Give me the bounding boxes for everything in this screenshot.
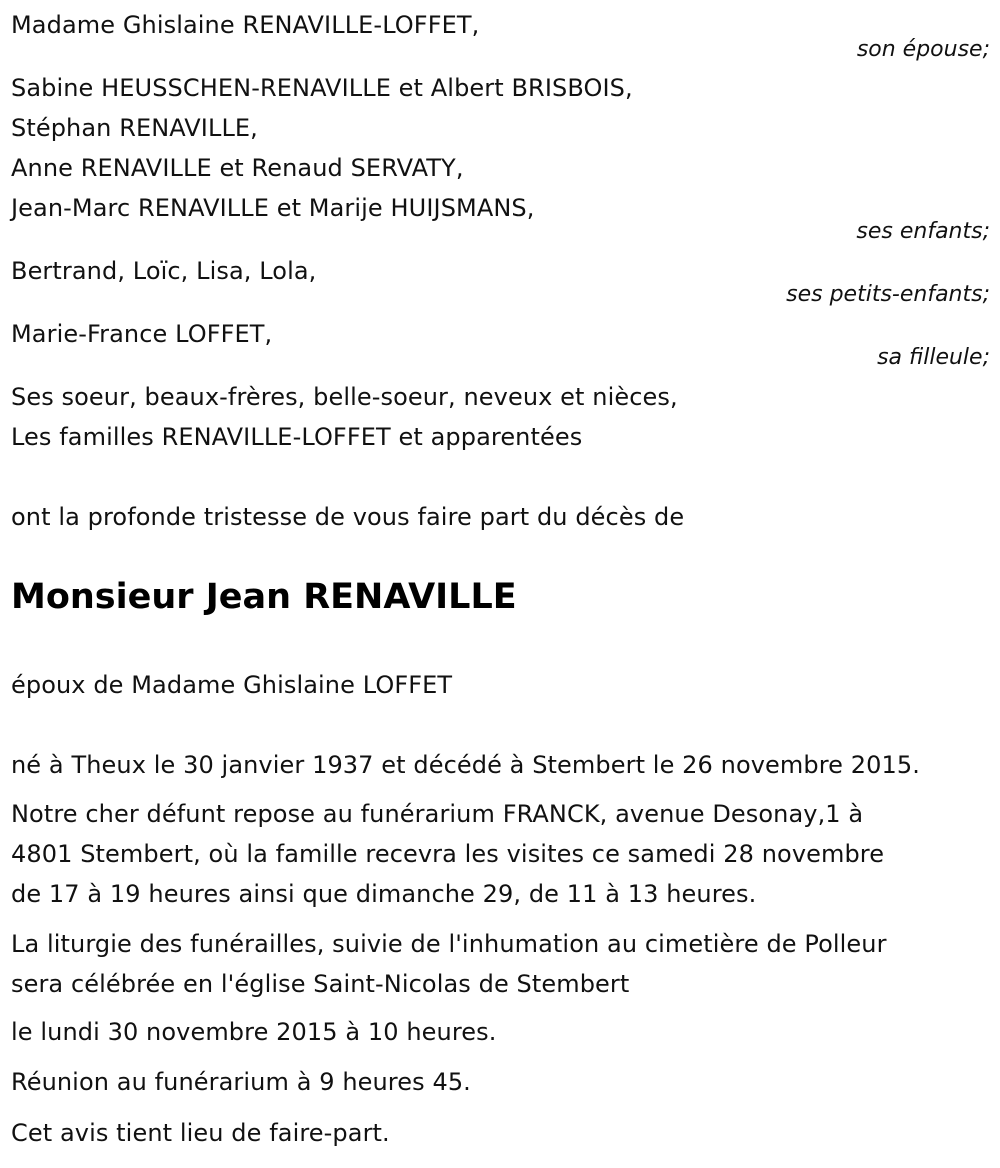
liturgy-line: sera célébrée en l'église Saint-Nicolas de Stembert bbox=[11, 970, 630, 998]
deceased-name: Monsieur Jean RENAVILLE bbox=[11, 577, 517, 617]
spouse-role: son épouse; bbox=[856, 37, 990, 62]
child-line: Sabine HEUSSCHEN-RENAVILLE et Albert BRISBOIS, bbox=[11, 74, 633, 102]
closing-note: Cet avis tient lieu de faire-part. bbox=[11, 1119, 390, 1147]
other-relatives-line: Ses soeur, beaux-frères, belle-soeur, neveux et nièces, bbox=[11, 383, 678, 411]
spouse-name: Madame Ghislaine RENAVILLE-LOFFET, bbox=[11, 11, 480, 39]
child-line: Anne RENAVILLE et Renaud SERVATY, bbox=[11, 154, 464, 182]
other-relatives-line: Les familles RENAVILLE-LOFFET et apparentées bbox=[11, 423, 583, 451]
children-role: ses enfants; bbox=[856, 219, 990, 244]
liturgy-line: La liturgie des funérailles, suivie de l'inhumation au cimetière de Polleur bbox=[11, 930, 887, 958]
funeral-date: le lundi 30 novembre 2015 à 10 heures. bbox=[11, 1018, 497, 1046]
goddaughter-role: sa filleule; bbox=[877, 345, 990, 370]
repose-line: Notre cher défunt repose au funérarium FRANCK, avenue Desonay,1 à bbox=[11, 800, 864, 828]
repose-line: 4801 Stembert, où la famille recevra les visites ce samedi 28 novembre bbox=[11, 840, 885, 868]
announcement-text: ont la profonde tristesse de vous faire part du décès de bbox=[11, 503, 685, 531]
repose-line: de 17 à 19 heures ainsi que dimanche 29, de 11 à 13 heures. bbox=[11, 880, 757, 908]
child-line: Stéphan RENAVILLE, bbox=[11, 114, 258, 142]
goddaughter-name: Marie-France LOFFET, bbox=[11, 320, 273, 348]
deceased-spouse-line: époux de Madame Ghislaine LOFFET bbox=[11, 671, 453, 699]
birth-death-line: né à Theux le 30 janvier 1937 et décédé à Stembert le 26 novembre 2015. bbox=[11, 751, 920, 779]
child-line: Jean-Marc RENAVILLE et Marije HUIJSMANS, bbox=[11, 194, 535, 222]
meeting-time: Réunion au funérarium à 9 heures 45. bbox=[11, 1068, 471, 1096]
grandchildren-role: ses petits-enfants; bbox=[786, 282, 990, 307]
grandchildren-names: Bertrand, Loïc, Lisa, Lola, bbox=[11, 257, 317, 285]
